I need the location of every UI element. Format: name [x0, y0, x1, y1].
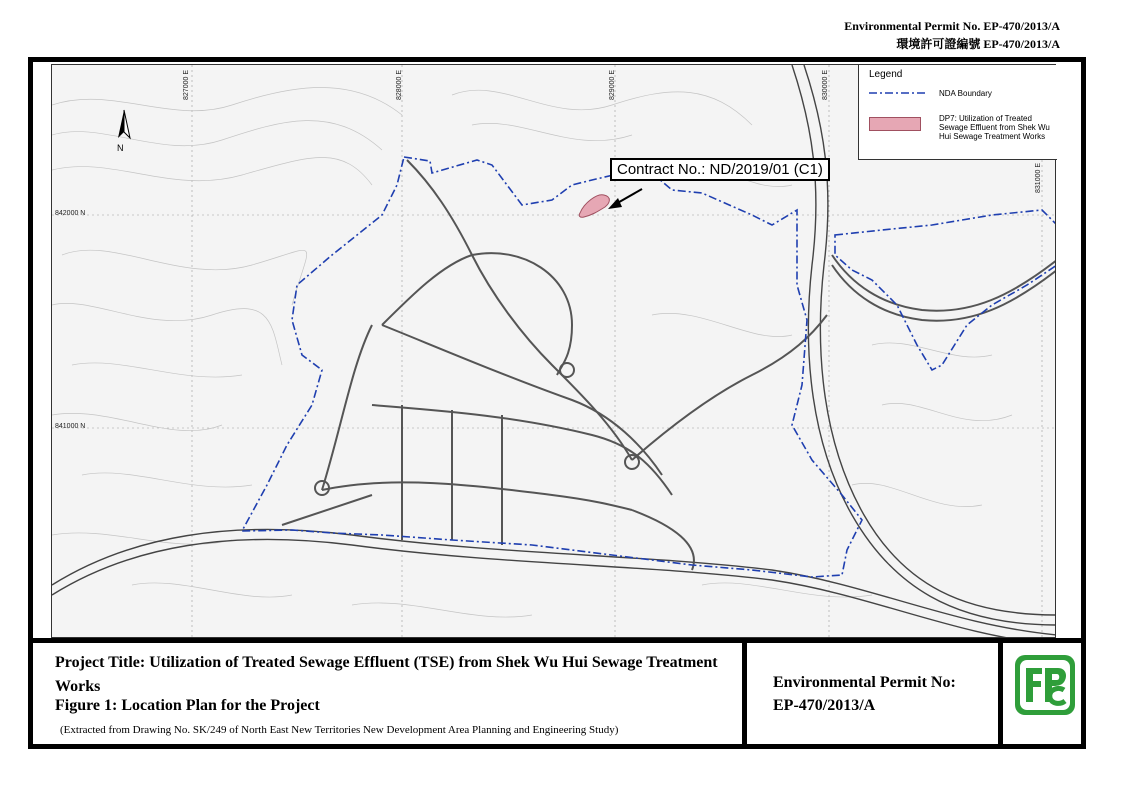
- nda-boundary: [242, 157, 862, 577]
- permit-number: EP-470/2013/A: [773, 697, 876, 714]
- contract-callout: Contract No.: ND/2019/01 (C1): [610, 158, 830, 181]
- coord-e829: 829000 E: [609, 70, 616, 100]
- title-block-divider-1: [742, 638, 747, 749]
- north-arrow-icon: [118, 110, 130, 138]
- extract-note: (Extracted from Drawing No. SK/249 of North East New Territories New Development Area Planning and Engineering Study): [60, 724, 619, 736]
- planned-roads: [282, 160, 1056, 570]
- project-title: Project Title: Utilization of Treated Sewage Effluent (TSE) from Shek Wu Hui Sewage Treatment Works: [55, 654, 718, 695]
- pink-area-icon: [869, 117, 921, 131]
- coord-n842: 842000 N: [55, 210, 86, 217]
- permit-label: Environmental Permit No:: [773, 674, 956, 691]
- coord-n841: 841000 N: [55, 423, 86, 430]
- north-label: N: [117, 143, 124, 153]
- title-block-divider-2: [998, 638, 1003, 749]
- coord-e827: 827000 E: [183, 70, 190, 100]
- dash-dot-line-icon: [869, 89, 925, 97]
- title-block-divider: [28, 638, 1086, 643]
- dp7-site-area: [579, 195, 609, 218]
- map-legend: [858, 65, 1057, 160]
- permit-header-en: Environmental Permit No. EP-470/2013/A: [844, 19, 1060, 33]
- coord-e828: 828000 E: [396, 70, 403, 100]
- roundabouts: [315, 363, 639, 495]
- epd-logo-icon: [1014, 654, 1076, 716]
- nda-boundary-east: [835, 210, 1056, 370]
- permit-header-zh: 環境許可證編號 EP-470/2013/A: [896, 37, 1060, 51]
- legend-item-nda-boundary: NDA Boundary: [939, 89, 992, 98]
- callout-arrow: [608, 189, 642, 209]
- coord-e831: 831000 E: [1035, 163, 1042, 193]
- coord-e830: 830000 E: [822, 70, 829, 100]
- legend-item-dp7: DP7: Utilization of Treated Sewage Effluent from Shek Wu Hui Sewage Treatment Works: [939, 114, 1050, 141]
- contour-lines: [52, 88, 1012, 618]
- figure-title: Figure 1: Location Plan for the Project: [55, 697, 320, 714]
- legend-title: Legend: [869, 69, 903, 80]
